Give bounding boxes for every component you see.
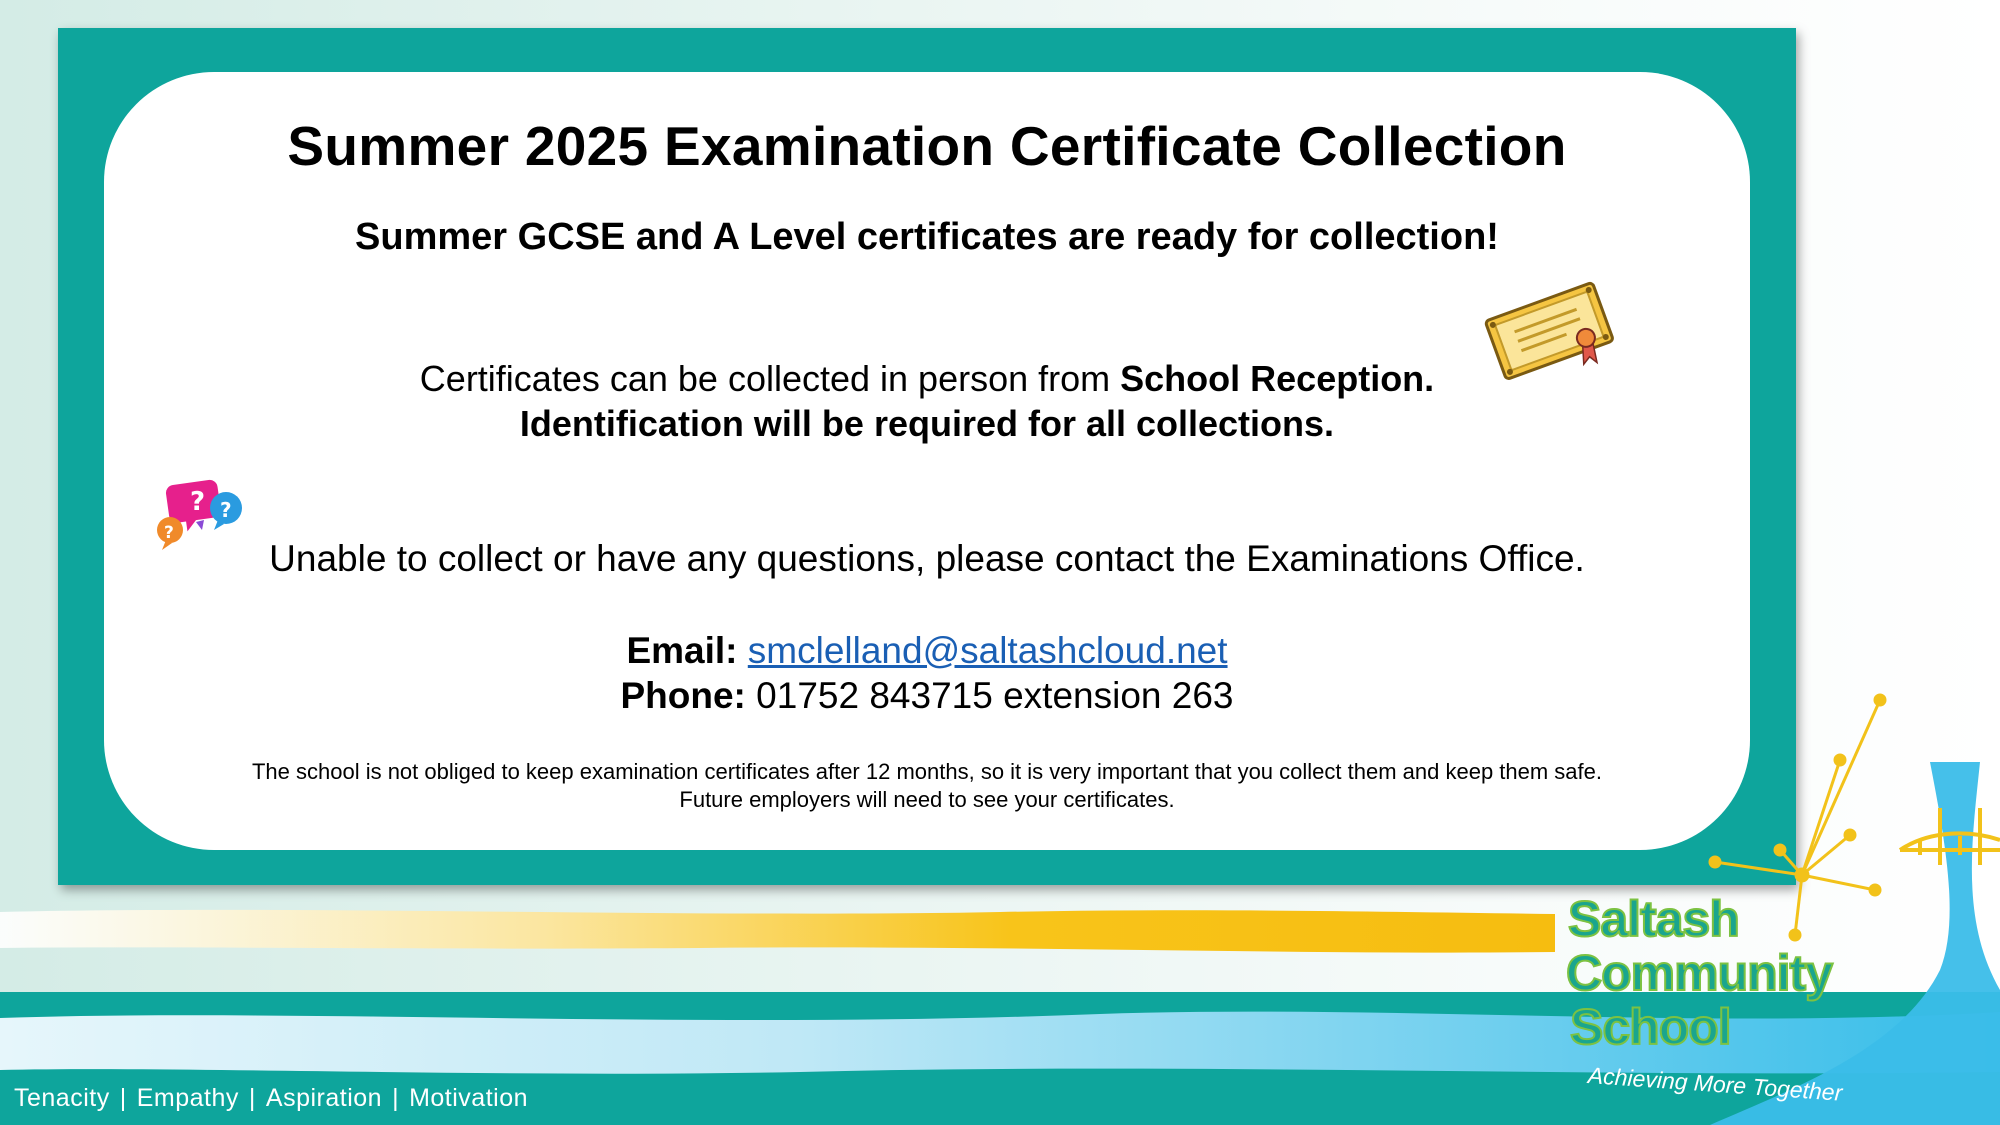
value-separator: | <box>119 1084 127 1112</box>
footnote-line-1: The school is not obliged to keep examination certificates after 12 months, so it is very important that you collect them and keep them safe. <box>251 759 1603 784</box>
school-values <box>14 1084 528 1113</box>
email-label: Email: <box>626 630 738 671</box>
collect-location: School Reception. <box>1120 358 1435 399</box>
notice-card <box>104 72 1750 850</box>
value-tenacity: Tenacity <box>14 1084 110 1112</box>
phone-label: Phone: <box>620 675 746 716</box>
logo-line-school: School <box>1570 999 1731 1055</box>
certificate-icon <box>1484 280 1614 380</box>
value-empathy: Empathy <box>136 1084 239 1112</box>
id-requirement: Identification will be required for all collections. <box>519 403 1335 444</box>
svg-text:?: ? <box>190 487 206 517</box>
collect-intro: Certificates can be collected in person from <box>419 358 1121 399</box>
question-bubbles-icon <box>156 478 248 552</box>
logo-tagline: Achieving More Together <box>1587 1062 1844 1106</box>
contact-line: Unable to collect or have any questions, please contact the Examinations Office. <box>269 538 1585 579</box>
email-link[interactable]: smclelland@saltashcloud.net <box>747 630 1228 671</box>
value-separator: | <box>248 1084 256 1112</box>
value-motivation: Motivation <box>409 1084 529 1112</box>
page-title: Summer 2025 Examination Certificate Collection <box>287 115 1567 177</box>
phone-value: 01752 843715 extension 263 <box>756 675 1234 716</box>
notice-panel <box>58 28 1796 885</box>
school-logo <box>1540 690 2000 1125</box>
value-aspiration: Aspiration <box>265 1084 383 1112</box>
logo-line-community: Community <box>1566 945 1832 1001</box>
contact-details <box>104 628 1750 718</box>
svg-text:?: ? <box>164 523 174 543</box>
svg-text:?: ? <box>220 498 232 522</box>
logo-line-saltash: Saltash <box>1568 891 1739 947</box>
subtitle: Summer GCSE and A Level certificates are ready for collection! <box>355 216 1499 258</box>
footnote-line-2: Future employers will need to see your certificates. <box>679 787 1175 812</box>
footnote <box>104 758 1750 814</box>
value-separator: | <box>392 1084 400 1112</box>
